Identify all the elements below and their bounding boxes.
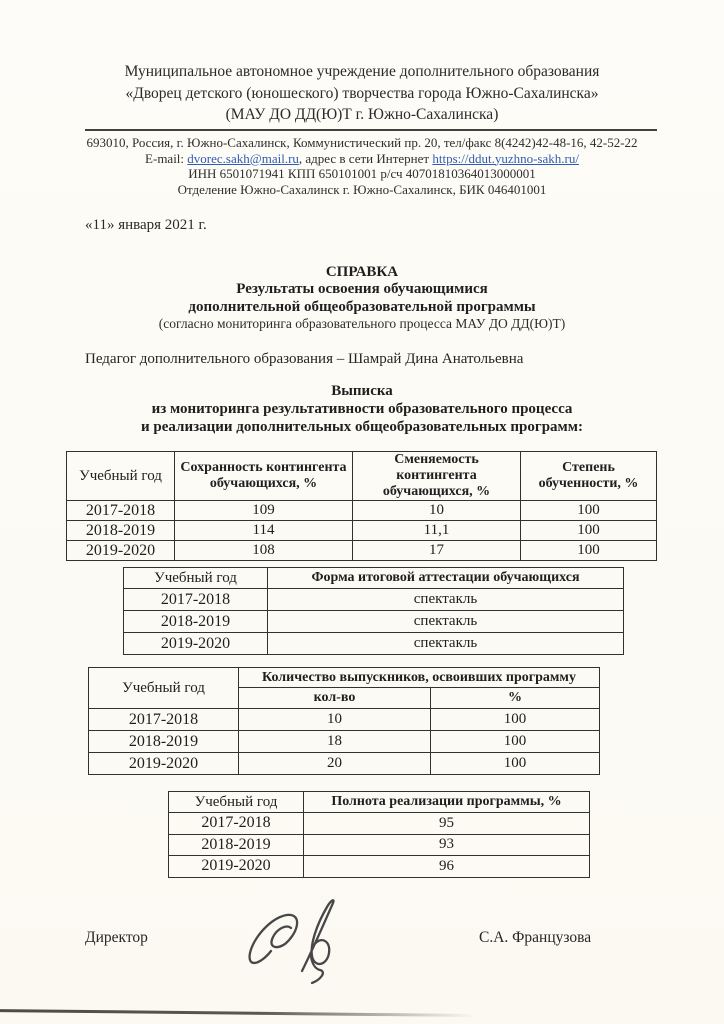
- extract-heading: [0, 383, 724, 436]
- table-header-row: [124, 568, 624, 589]
- attestation-form-table: [123, 567, 624, 655]
- value-cell: 109: [175, 501, 353, 521]
- table-row: [67, 541, 657, 561]
- value-cell: 20: [239, 753, 431, 775]
- year-cell: 2019-2020: [169, 856, 304, 878]
- extract-line3: и реализации дополнительных общеобразовательных программ:: [141, 418, 583, 435]
- year-cell: 2017-2018: [89, 709, 239, 731]
- email-link[interactable]: dvorec.sakh@mail.ru: [187, 150, 299, 166]
- value-cell: 95: [304, 813, 590, 835]
- value-cell: спектакль: [268, 589, 624, 611]
- scan-edge-artifact: [0, 1009, 476, 1017]
- year-cell: 2019-2020: [67, 541, 175, 561]
- table-row: [89, 731, 600, 753]
- value-cell: 100: [431, 731, 600, 753]
- signer-role: Директор: [85, 929, 148, 946]
- year-cell: 2017-2018: [124, 589, 268, 611]
- column-header-year: Учебный год: [67, 452, 175, 501]
- title-line1: СПРАВКА: [325, 264, 399, 280]
- document-date: «11» января 2021 г.: [85, 217, 207, 233]
- title-note: (согласно мониторинга образовательного процесса МАУ ДО ДД(Ю)Т): [158, 316, 566, 332]
- value-cell: 100: [521, 501, 657, 521]
- site-label: , адрес в сети Интернет: [298, 150, 430, 166]
- column-header-year: Учебный год: [89, 668, 239, 709]
- table-row: [124, 589, 624, 611]
- year-cell: 2018-2019: [67, 521, 175, 541]
- column-header-year: Учебный год: [124, 568, 268, 589]
- year-cell: 2018-2019: [89, 731, 239, 753]
- value-cell: 11,1: [353, 521, 521, 541]
- letterhead-contacts: [0, 135, 724, 197]
- email-line: [0, 151, 724, 167]
- value-cell: спектакль: [268, 611, 624, 633]
- value-cell: 108: [175, 541, 353, 561]
- table-row: [67, 501, 657, 521]
- program-completeness-table: [168, 791, 590, 878]
- column-header-year: Учебный год: [169, 792, 304, 813]
- table-row: [124, 611, 624, 633]
- column-header-completeness: Полнота реализации программы, %: [304, 792, 590, 813]
- title-line3: дополнительной общеобразовательной программы: [188, 298, 536, 315]
- year-cell: 2018-2019: [124, 611, 268, 633]
- value-cell: 10: [353, 501, 521, 521]
- table-header-row: [169, 792, 590, 813]
- year-cell: 2017-2018: [67, 501, 175, 521]
- value-cell: 100: [521, 541, 657, 561]
- year-cell: 2019-2020: [124, 633, 268, 655]
- value-cell: 93: [304, 834, 590, 856]
- table-row: [169, 813, 590, 835]
- teacher-line: Педагог дополнительного образования – Шамрай Дина Анатольевна: [85, 351, 524, 367]
- subheader-count: кол-во: [239, 688, 431, 709]
- table-header-row: [89, 668, 600, 688]
- year-cell: 2018-2019: [169, 834, 304, 856]
- column-header-turnover: Сменяемость контингента обучающихся, %: [353, 452, 521, 501]
- value-cell: спектакль: [268, 633, 624, 655]
- website-link[interactable]: https://ddut.yuzhno-sakh.ru/: [432, 150, 579, 166]
- extract-line2: из мониторинга результативности образовательного процесса: [151, 400, 573, 417]
- group-header-graduates: Количество выпускников, освоивших программу: [239, 668, 600, 688]
- org-name-line1: Муниципальное автономное учреждение дополнительного образования: [124, 63, 600, 80]
- subheader-percent: %: [431, 688, 600, 709]
- table-row: [89, 709, 600, 731]
- column-header-retention: Сохранность контингента обучающихся, %: [175, 452, 353, 501]
- value-cell: 17: [353, 541, 521, 561]
- email-label: E-mail:: [145, 150, 185, 166]
- value-cell: 18: [239, 731, 431, 753]
- table-row: [124, 633, 624, 655]
- value-cell: 100: [431, 753, 600, 775]
- column-header-proficiency: Степень обученности, %: [521, 452, 657, 501]
- value-cell: 100: [431, 709, 600, 731]
- extract-line1: Выписка: [331, 383, 393, 399]
- year-cell: 2019-2020: [89, 753, 239, 775]
- org-name-line3: (МАУ ДО ДД(Ю)Т г. Южно-Сахалинска): [225, 106, 499, 123]
- address-line: 693010, Россия, г. Южно-Сахалинск, Коммунистический пр. 20, тел/факс 8(4242)42-48-16, 42-52-22: [86, 135, 638, 150]
- column-header-attestation: Форма итоговой аттестации обучающихся: [268, 568, 624, 589]
- table-row: [89, 753, 600, 775]
- org-name-line2: «Дворец детского (юношеского) творчества города Южно-Сахалинска»: [125, 84, 599, 102]
- year-cell: 2017-2018: [169, 813, 304, 835]
- value-cell: 114: [175, 521, 353, 541]
- letterhead: [0, 61, 724, 126]
- table-header-row: [67, 452, 657, 501]
- value-cell: 10: [239, 709, 431, 731]
- value-cell: 96: [304, 856, 590, 878]
- table-row: [169, 834, 590, 856]
- value-cell: 100: [521, 521, 657, 541]
- inn-line: ИНН 6501071941 КПП 650101001 р/сч 40701810364013000001: [188, 166, 536, 182]
- graduates-table: [88, 667, 600, 775]
- table-row: [169, 856, 590, 878]
- signature-scribble: [240, 891, 358, 986]
- letterhead-divider: [85, 129, 657, 131]
- bank-line: Отделение Южно-Сахалинск г. Южно-Сахалинск, БИК 046401001: [177, 181, 547, 197]
- table-row: [67, 521, 657, 541]
- title-line2: Результаты освоения обучающимися: [236, 281, 488, 298]
- document-title: [0, 264, 724, 332]
- signer-name: С.А. Французова: [479, 929, 592, 946]
- contingent-results-table: [66, 451, 657, 561]
